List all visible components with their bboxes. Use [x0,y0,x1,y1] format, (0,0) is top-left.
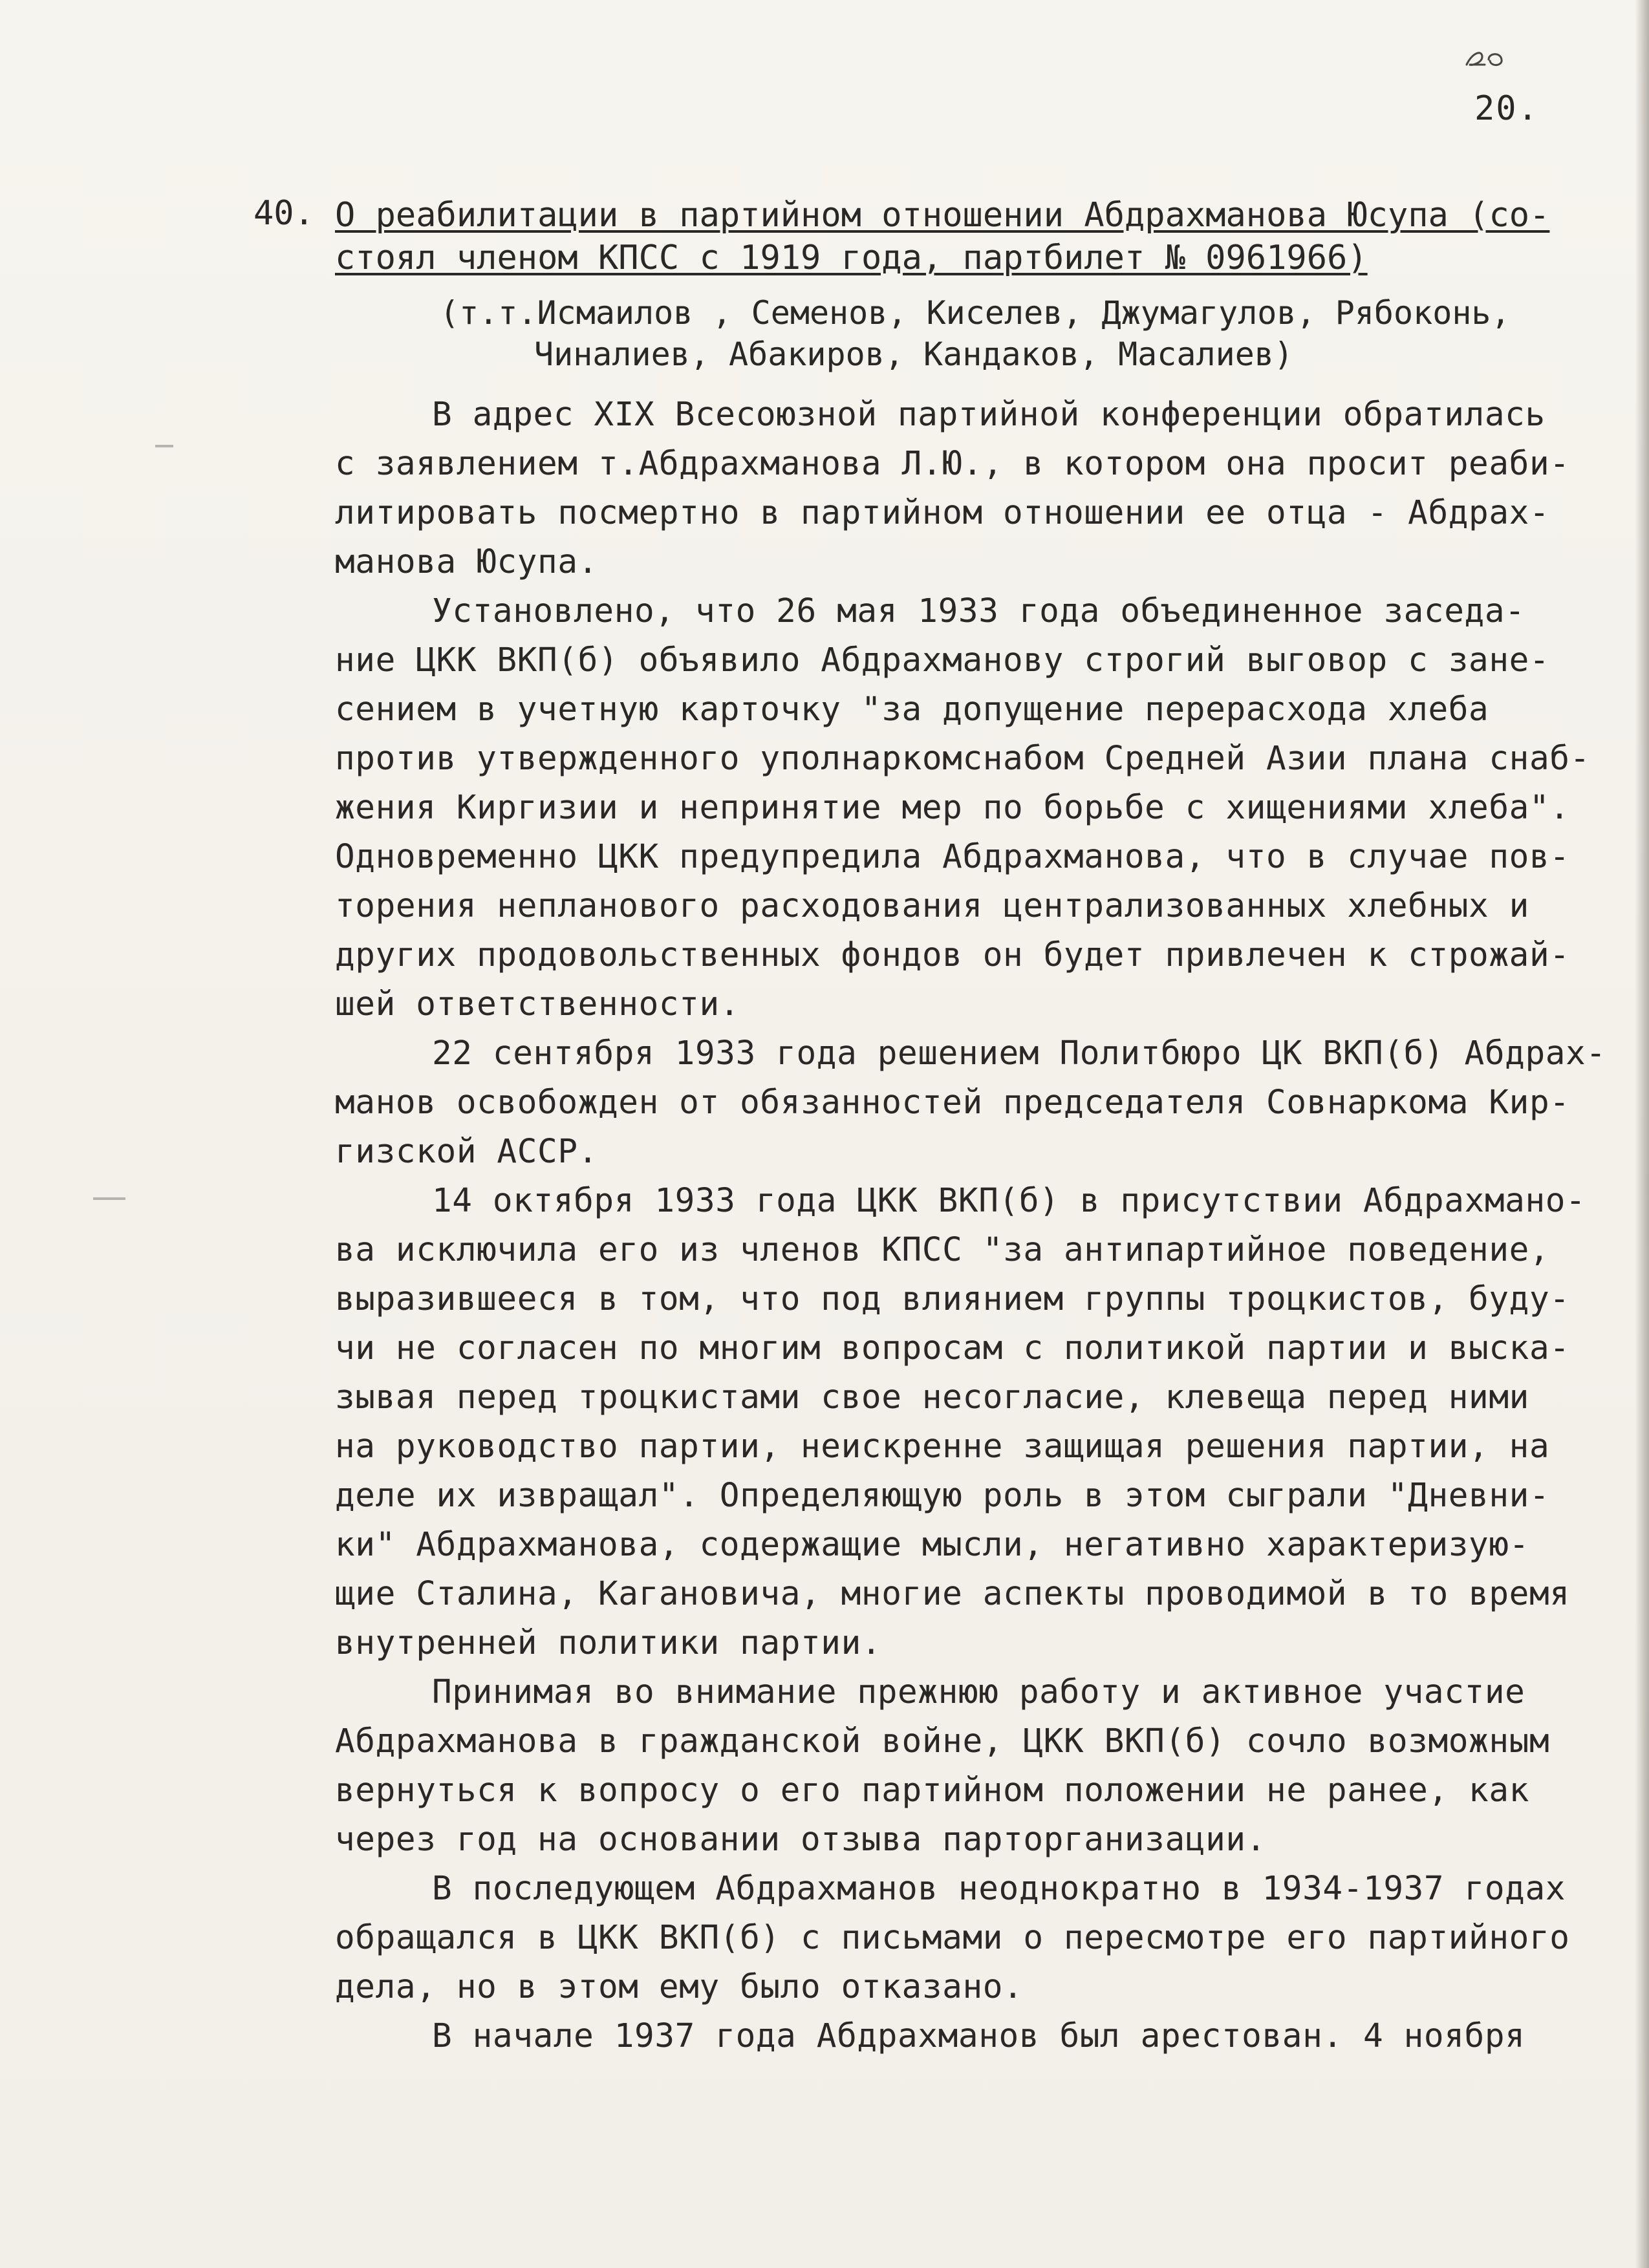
body-line: дела, но в этом ему было отказано. [335,1968,1024,2006]
body-line: щие Сталина, Кагановича, многие аспекты проводимой в то время [335,1575,1570,1613]
body-line: Абдрахманова в гражданской войне, ЦКК ВКП(б) сочло возможным [335,1722,1550,1760]
participants-line: (т.т.Исмаилов , Семенов, Киселев, Джумагулов, Рябоконь, [440,294,1511,332]
body-line: внутренней политики партии. [335,1624,882,1662]
body-line: литировать посмертно в партийном отношении ее отца - Абдрах- [335,494,1550,532]
item-title-line: О реабилитации в партийном отношении Абдрахманова Юсупа (со- [335,196,1550,235]
item-title-line: стоял членом КПСС с 1919 года, партбилет № 0961966) [335,239,1368,277]
body-line: Принимая во внимание прежнюю работу и активное участие [432,1673,1525,1711]
participants-list [440,292,1511,375]
body-line: манова Юсупа. [335,543,598,581]
body-line: ки" Абдрахманова, содержащие мысли, негативно характеризую- [335,1526,1529,1564]
body-line: зывая перед троцкистами свое несогласие, клевеща перед ними [335,1378,1529,1417]
margin-mark [155,445,173,447]
body-line: обращался в ЦКК ВКП(б) с письмами о пересмотре его партийного [335,1919,1570,1957]
body-line: 14 октября 1933 года ЦКК ВКП(б) в присутствии Абдрахмано- [432,1182,1586,1220]
page-number: 20. [1474,89,1539,128]
body-line: на руководство партии, неискренне защищая решения партии, на [335,1428,1550,1466]
margin-mark [93,1197,125,1200]
body-line: вернуться к вопросу о его партийном положении не ранее, как [335,1771,1529,1810]
body-line: ва исключила его из членов КПСС "за антипартийное поведение, [335,1231,1550,1269]
body-line: деле их извращал". Определяющую роль в этом сыграли "Дневни- [335,1477,1550,1515]
body-line: чи не согласен по многим вопросам с политикой партии и выска- [335,1329,1570,1367]
body-line: Установлено, что 26 мая 1933 года объединенное заседа- [432,592,1525,630]
body-line: против утвержденного уполнаркомснабом Средней Азии плана снаб- [335,740,1590,778]
body-line: с заявлением т.Абдрахманова Л.Ю., в котором она просит реаби- [335,445,1570,483]
body-line: ние ЦКК ВКП(б) объявило Абдрахманову строгий выговор с зане- [335,641,1550,679]
item-number: 40. [253,194,314,233]
body-line: манов освобожден от обязанностей председателя Совнаркома Кир- [335,1084,1570,1122]
body-line: выразившееся в том, что под влиянием группы троцкистов, буду- [335,1280,1570,1318]
handwritten-page-mark [1463,40,1508,72]
participants-line: Чиналиев, Абакиров, Кандаков, Масалиев) [534,336,1293,373]
body-line: В последующем Абдрахманов неоднократно в 1934-1937 годах [432,1870,1566,1908]
body-line: Одновременно ЦКК предупредила Абдрахманова, что в случае пов- [335,838,1570,876]
body-line: В адрес XIX Всесоюзной партийной конференции обратилась [432,396,1546,434]
item-title [335,194,1550,279]
body-line: торения непланового расходования централизованных хлебных и [335,887,1529,925]
body-line: сением в учетную карточку "за допущение перерасхода хлеба [335,690,1489,729]
body-line: жения Киргизии и непринятие мер по борьбе с хищениями хлеба". [335,789,1570,827]
body-line: гизской АССР. [335,1133,598,1171]
body-line: через год на основании отзыва парторганизации. [335,1821,1267,1859]
body-line: шей ответственности. [335,985,740,1023]
body-line: других продовольственных фондов он будет привлечен к строжай- [335,936,1570,974]
page-edge-shadow [1635,0,1649,2268]
body-line: 22 сентября 1933 года решением Политбюро ЦК ВКП(б) Абдрах- [432,1034,1606,1073]
body-line: В начале 1937 года Абдрахманов был арестован. 4 ноября [432,2017,1525,2055]
